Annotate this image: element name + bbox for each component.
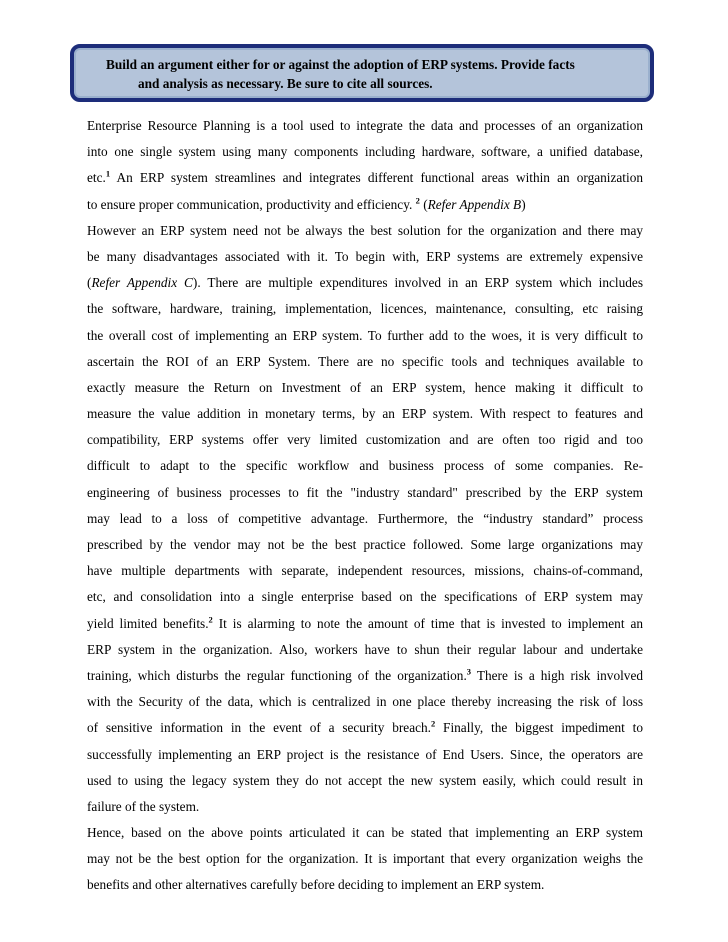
essay-text: to ensure proper communication, productivity and efficiency. [87,196,416,212]
footnote-ref: 2 [415,195,420,206]
essay-line [87,715,643,741]
essay-line [87,689,643,715]
essay-line [87,768,643,794]
essay-body [87,113,643,899]
essay-line [87,506,643,532]
essay-text: ). There are multiple expenditures involved in an ERP system which includes [192,275,643,291]
footnote-ref: 2 [208,614,213,625]
essay-line [87,401,643,427]
essay-text: may not be the best option for the organization. It is important that every organization weighs the [87,851,643,867]
essay-line [87,480,643,506]
essay-text: yield limited benefits. [87,615,209,631]
essay-line [87,296,643,322]
essay-line [87,427,643,453]
essay-line [87,349,643,375]
essay-text: etc, and consolidation into a single enterprise based on the specifications of ERP system may [87,589,643,605]
essay-text: However an ERP system need not be always the best solution for the organization and there may [87,222,643,238]
essay-line [87,532,643,558]
prompt-line-2: and analysis as necessary. Be sure to cite all sources. [138,76,433,91]
essay-line [87,113,643,139]
essay-text: difficult to adapt to the specific workflow and business process of some companies. Re- [87,458,643,474]
footnote-ref: 2 [430,718,436,729]
essay-text: ) [521,196,526,212]
essay-text: Hence, based on the above points articulated it can be stated that implementing an ERP system [87,825,643,841]
essay-text: ERP system in the organization. Also, workers have to shun their regular labour and undertake [87,641,643,657]
essay-text: successfully implementing an ERP project is the resistance of End Users. Since, the operators are [87,746,643,762]
essay-line [87,218,643,244]
essay-text: Enterprise Resource Planning is a tool used to integrate the data and processes of an organization [87,118,643,133]
footnote-ref: 1 [105,168,111,179]
essay-line [87,453,643,479]
essay-text: It is alarming to note the amount of time that is invested to implement an [212,615,643,631]
essay-line [87,584,643,610]
essay-line [87,139,643,165]
essay-text: into one single system using many components including hardware, software, a unified database, [87,144,643,160]
essay-text: may lead to a loss of competitive advantage. Furthermore, the “industry standard” process [87,510,643,526]
essay-text: etc. [87,170,106,186]
essay-line [87,663,643,689]
essay-line [87,820,643,846]
essay-text: benefits and other alternatives carefully before deciding to implement an ERP system. [87,877,545,893]
essay-line [87,270,643,296]
essay-text: engineering of business processes to fit the "industry standard" prescribed by the ERP system [87,484,643,500]
assignment-prompt [106,55,626,93]
essay-line [87,558,643,584]
essay-text: ( [87,275,92,291]
essay-text: exactly measure the Return on Investment of an ERP system, hence making it difficult to [87,379,643,395]
essay-text: An ERP system streamlines and integrates different functional areas within an organization [110,170,643,186]
essay-line [87,794,643,820]
essay-text: Finally, the biggest impediment to [435,720,643,736]
essay-line [87,637,643,663]
essay-text: prescribed by the vendor may not be the best practice followed. Some large organizations may [87,537,643,552]
essay-text: be many disadvantages associated with it. To begin with, ERP systems are extremely expensive [87,248,643,264]
essay-line [87,846,643,872]
essay-text: There is a high risk involved [471,667,643,683]
essay-text: failure of the system. [87,798,200,814]
essay-text: ( [419,196,428,212]
essay-text: the software, hardware, training, implementation, licences, maintenance, consulting, etc raising [87,301,643,317]
footnote-ref: 3 [466,666,472,677]
appendix-reference: Refer Appendix C [91,275,193,291]
essay-line [87,165,643,191]
essay-line [87,323,643,349]
essay-text: measure the value addition in monetary terms, by an ERP system. With respect to features and [87,406,643,422]
essay-text: compatibility, ERP systems offer very limited customization and are often too rigid and too [87,432,643,448]
essay-text: used to using the legacy system they do not accept the new system easily, which could result in [87,772,643,788]
essay-line [87,872,643,898]
essay-text: with the Security of the data, which is centralized in one place thereby increasing the risk of loss [87,694,643,710]
essay-text: have multiple departments with separate, independent resources, missions, chains-of-command, [87,563,643,579]
essay-text: the overall cost of implementing an ERP system. To further add to the woes, it is very difficult to [87,327,643,343]
essay-text: ascertain the ROI of an ERP System. There are no specific tools and techniques available to [87,353,643,369]
essay-line [87,244,643,270]
prompt-line-1: Build an argument either for or against the adoption of ERP systems. Provide facts [106,57,575,72]
essay-line [87,375,643,401]
essay-text: training, which disturbs the regular functioning of the organization. [87,667,467,683]
essay-line [87,192,643,218]
appendix-reference: Refer Appendix B [427,196,522,212]
essay-text: of sensitive information in the event of a security breach. [87,720,431,736]
essay-line [87,742,643,768]
essay-line [87,611,643,637]
